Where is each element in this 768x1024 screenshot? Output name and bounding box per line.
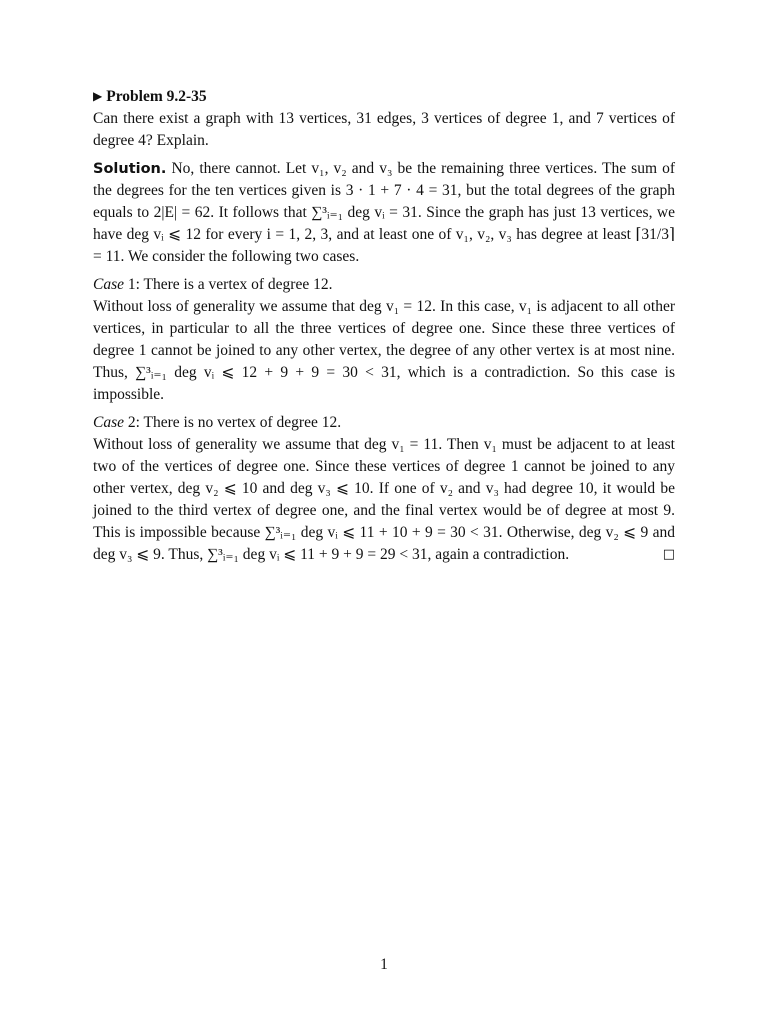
- problem-title: Problem 9.2-35: [106, 88, 207, 105]
- page-number: 1: [380, 956, 388, 973]
- content-body: [93, 86, 675, 572]
- case2-number: 2:: [127, 414, 140, 431]
- case2-heading: There is no vertex of degree 12.: [143, 414, 342, 431]
- triangle-bullet-icon: ▶: [93, 89, 103, 103]
- case1-text: Without loss of generality we assume that deg v₁ = 12. In this case, v₁ is adjacent to all other vertices, in particular to all the three vertices of degree one. Since these three vertices of degree 1 cannot be joined to any other vertex, the degree of any other vertex is at most nine. Thus, ∑³ᵢ₌₁ deg vᵢ ⩽ 12 + 9 + 9 = 30 < 31, which is a contradiction. So this case is impossible.: [93, 298, 675, 403]
- solution-text: No, there cannot. Let v₁, v₂ and v₃ be the remaining three vertices. The sum of the degrees for the ten vertices given is 3 · 1 + 7 · 4 = 31, but the total degrees of the graph equals to 2|E| = 62. It follows that ∑³ᵢ₌₁ deg vᵢ = 31. Since the graph has just 13 vertices, we have deg vᵢ ⩽ 12 for every i = 1, 2, 3, and at least one of v₁, v₂, v₃ has degree at least ⌈31/3⌉ = 11. We consider the following two cases.: [93, 160, 675, 265]
- problem-statement: Can there exist a graph with 13 vertices, 31 edges, 3 vertices of degree 1, and 7 vertices of degree 4? Explain.: [93, 110, 675, 149]
- case1-number: 1:: [127, 276, 140, 293]
- case1-heading: There is a vertex of degree 12.: [143, 276, 333, 293]
- case1-label: Case: [93, 276, 124, 293]
- solution-paragraph: [93, 158, 675, 268]
- case2-label: Case: [93, 414, 124, 431]
- case2-paragraph: [93, 412, 675, 566]
- case2-text: Without loss of generality we assume that deg v₁ = 11. Then v₁ must be adjacent to at least two of the vertices of degree one. Since these vertices of degree 1 cannot be joined to any other vertex, deg v₂ ⩽ 10 and deg v₃ ⩽ 10. If one of v₂ and v₃ had degree 10, it would be joined to the third vertex of degree one, and the final vertex would be of degree at most 9. This is impossible because ∑³ᵢ₌₁ deg vᵢ ⩽ 11 + 10 + 9 = 30 < 31. Otherwise, deg v₂ ⩽ 9 and deg v₃ ⩽ 9. Thus, ∑³ᵢ₌₁ deg vᵢ ⩽ 11 + 9 + 9 = 29 < 31, again a contradiction.: [93, 436, 675, 563]
- problem-heading: [93, 86, 675, 108]
- solution-label: Solution.: [93, 161, 167, 177]
- case1-paragraph: [93, 274, 675, 406]
- qed-icon: □: [662, 547, 675, 562]
